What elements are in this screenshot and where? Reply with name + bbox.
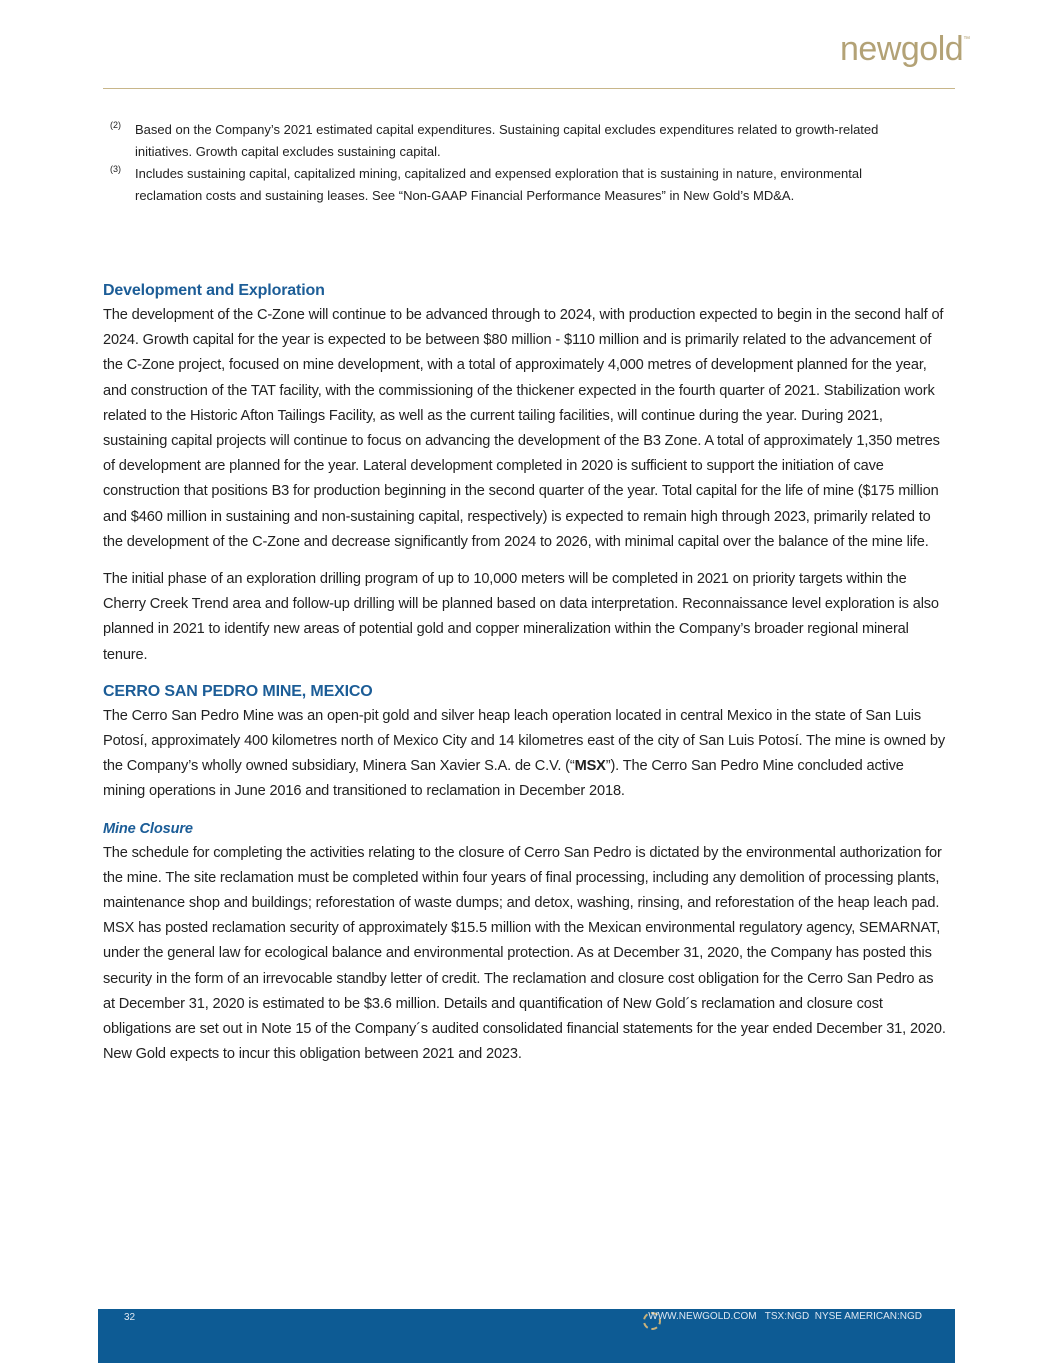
text: ”). The Cerro San Pedro Mine concluded active mining operations in June 2016 and transitioned to reclamation in December 2018.: [103, 758, 904, 800]
footnote-3: [110, 163, 910, 207]
text: The Cerro San Pedro Mine was an open-pit gold and silver heap leach operation located in central Mexico in the state of San Luis Potosí, approximately 400 kilometres north of Mexico City and 14 kilometres east of the city of San Luis Potosí. The mine is owned by the Company’s wholly owned subsidiary, Minera San Xavier S.A. de C.V. (“: [103, 707, 946, 775]
footnote-marker: (3): [110, 164, 121, 174]
paragraph: [103, 704, 948, 805]
footnote-text: Includes sustaining capital, capitalized mining, capitalized and expensed exploration that is sustaining in nature, environmental reclamation costs and sustaining leases. See “Non-GAAP Financial Performance Measures” in New Gold’s MD&A.: [135, 166, 862, 203]
footnote-marker: (2): [110, 120, 121, 130]
newgold-logo: [840, 30, 970, 69]
footnote-text: Based on the Company’s 2021 estimated capital expenditures. Sustaining capital excludes expenditures related to growth-related initiatives. Growth capital excludes sustaining capital.: [135, 122, 879, 159]
logo-text: newgold: [840, 30, 964, 68]
page-number: 32: [124, 1312, 136, 1323]
paragraph: The development of the C-Zone will continue to be advanced through to 2024, with production expected to begin in the second half of 2024. Growth capital for the year is expected to be between $80 million - $110 million and is primarily related to the advancement of the C-Zone project, focused on mine development, with a total of approximately 4,000 metres of development planned for the year, and construction of the TAT facility, with the commissioning of the thickener expected in the fourth quarter of 2021. Stabilization work related to the Historic Afton Tailings Facility, as well as the current tailing facilities, will continue during the year. During 2021, sustaining capital projects will continue to focus on advancing the development of the B3 Zone. A total of approximately 1,350 metres of development are planned for the year. Lateral development completed in 2020 is sufficient to support the initiation of cave construction that positions B3 for production beginning in the second quarter of the year. Total capital for the life of mine ($175 million and $460 million in sustaining and non-sustaining capital, respectively) is expected to remain high through 2023, primarily related to the development of the C-Zone and decrease significantly from 2024 to 2026, with minimal capital over the balance of the mine life.: [103, 307, 944, 550]
header-divider: [103, 88, 955, 89]
subsection-heading: Mine Closure: [103, 820, 193, 837]
section-heading: CERRO SAN PEDRO MINE, MEXICO: [103, 682, 373, 700]
section-heading: Development and Exploration: [103, 282, 325, 299]
footnote-2: [110, 119, 910, 163]
page-footer: [98, 1309, 955, 1363]
paragraph: The initial phase of an exploration drilling program of up to 10,000 meters will be completed in 2021 on priority targets within the Cherry Creek Trend area and follow-up drilling will be planned based on data interpretation. Reconnaissance level exploration is also planned in 2021 to identify new areas of potential gold and copper mineralization within the Company’s broader regional mineral tenure.: [103, 571, 939, 663]
logo-trademark: ™: [963, 36, 970, 43]
paragraph: The schedule for completing the activities relating to the closure of Cerro San Pedro is dictated by the environmental authorization for the mine. The site reclamation must be completed within four years of final processing, including any demolition of processing plants, maintenance shop and buildings; reforestation of waste dumps; and detox, washing, rinsing, and reforestation of the heap leach pad. MSX has posted reclamation security of approximately $15.5 million with the Mexican environmental regulatory agency, SEMARNAT, under the general law for ecological balance and environmental protection. As at December 31, 2020, the Company has posted this security in the form of an irrevocable standby letter of credit. The reclamation and closure cost obligation for the Cerro San Pedro as at December 31, 2020 is estimated to be $3.6 million. Details and quantification of New Gold´s reclamation and closure cost obligations are set out in Note 15 of the Company´s audited consolidated financial statements for the year ended December 31, 2020. New Gold expects to incur this obligation between 2021 and 2023.: [103, 844, 946, 1063]
footer-links: WWW.NEWGOLD.COM TSX:NGD NYSE AMERICAN:NGD: [648, 1311, 922, 1322]
bold-term: MSX: [574, 758, 606, 775]
main-content: [103, 279, 948, 1079]
